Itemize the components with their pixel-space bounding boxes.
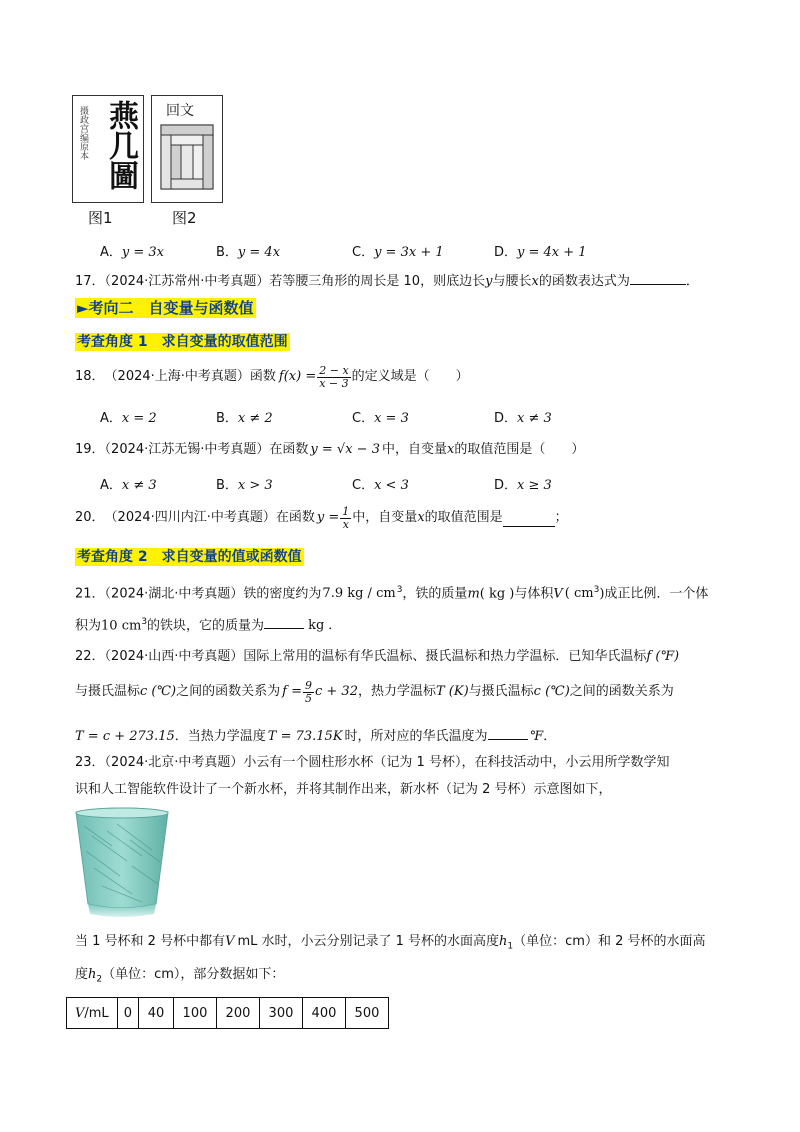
q22-fraction: $\frac{9}{5}$ <box>304 678 312 705</box>
q18-option-c: C．x = 3 <box>352 411 409 426</box>
q21-line-2: 积为10 $cm^3$的铁块，它的质量为 kg ． <box>75 617 342 634</box>
q18-question: 18． （2024·上海·中考真题） 函数 f(x) = $\frac{2 - x}{x - 3}$ 的定义域是（ ） <box>75 363 469 390</box>
q20-answer-blank[interactable] <box>503 510 555 527</box>
q18-option-d: D．x ≠ 3 <box>494 411 552 426</box>
q16-option-d: D．y = 4x + 1 <box>494 245 587 260</box>
q18-option-a: A．x = 2 <box>100 411 157 426</box>
q19-option-b: B．x > 3 <box>216 478 273 493</box>
section-2-title: ►考向二 自变量与函数值 <box>77 299 254 317</box>
figure-2-image <box>151 95 223 203</box>
figure-2-title: 回文 <box>166 103 194 119</box>
q17-answer-blank[interactable] <box>630 271 686 285</box>
figure-2-caption: 图2 <box>172 209 197 227</box>
table-row <box>67 998 389 1029</box>
q19-option-d: D．x ≥ 3 <box>494 478 552 493</box>
q19-option-a: A．x ≠ 3 <box>100 478 157 493</box>
q18-fraction: $\frac{2 - x}{x - 3}$ <box>319 363 349 390</box>
table-cell: 0 <box>117 998 138 1029</box>
figure-1-main-text: 燕几圖 <box>103 100 138 190</box>
q23-line-2: 识和人工智能软件设计了一个新水杯，并将其制作出来，新水杯（记为 2 号杯）示意图如下， <box>75 782 612 797</box>
q22-answer-blank[interactable] <box>488 726 528 740</box>
table-cell: 40 <box>138 998 173 1029</box>
q23-line-1: 23．（2024·北京·中考真题）小云有一个圆柱形水杯（记为 1 号杯），在科技活动中，小云用所学数学知 <box>75 755 670 770</box>
glass-cup-image <box>72 806 172 920</box>
angle-1-title: 考查角度 1 求自变量的取值范围 <box>77 334 288 350</box>
q23-data-table <box>66 997 389 1029</box>
angle-2-title: 考查角度 2 求自变量的值或函数值 <box>77 549 302 565</box>
q19-question: 19．（2024·江苏无锡·中考真题）在函数 y = √x − 3 中，自变量x的取值范围是（ ） <box>75 442 585 457</box>
q16-option-a: A．y = 3x <box>100 245 165 260</box>
table-header-cell: V/mL <box>67 998 118 1029</box>
q19-option-c: C．x < 3 <box>352 478 409 493</box>
figure-1-side-text: 摄政宫编原本 <box>78 106 88 160</box>
q21-answer-blank[interactable] <box>264 615 304 629</box>
figure-1-caption: 图1 <box>88 209 113 227</box>
q23-line-3: 当 1 号杯和 2 号杯中都有V mL 水时，小云分别记录了 1 号杯的水面高度$h_1$（单位：cm）和 2 号杯的水面高 <box>75 934 706 952</box>
q22-line-2: 与摄氏温标 c (℃) 之间的函数关系为 f = $\frac{9}{5}$ c + 32 ，热力学温标 T (K) 与摄氏温标 c (℃) 之间的函数关系为 <box>75 678 674 705</box>
q16-option-b: B．y = 4x <box>216 245 281 260</box>
q21-line-1: 21．（2024·湖北·中考真题）铁的密度约为7.9 kg / $cm^3$，铁的质量m( kg )与体积V ( $cm^3$)成正比例．一个体 <box>75 585 709 602</box>
q22-line-1: 22．（2024·山西·中考真题）国际上常用的温标有华氏温标、摄氏温标和热力学温标．已知华氏温标f (℉) <box>75 649 680 664</box>
table-cell: 100 <box>173 998 216 1029</box>
q16-option-c: C．y = 3x + 1 <box>352 245 444 260</box>
table-cell: 400 <box>302 998 345 1029</box>
table-cell: 500 <box>345 998 388 1029</box>
table-cell: 300 <box>259 998 302 1029</box>
table-cell: 200 <box>216 998 259 1029</box>
figure-1-image <box>72 95 144 203</box>
figure-2-tangram-pattern <box>160 124 214 190</box>
q20-fraction: $\frac{1}{x}$ <box>342 504 350 531</box>
q22-line-3: T = c + 273.15．当热力学温度 T = 73.15K 时，所对应的华氏温度为 ℉． <box>75 726 556 746</box>
q17-question: 17．（2024·江苏常州·中考真题）若等腰三角形的周长是 10，则底边长y与腰长x的函数表达式为 ． <box>75 271 699 291</box>
q23-line-4: 度$h_2$（单位：cm），部分数据如下： <box>75 967 285 985</box>
q20-question: 20． （2024·四川内江·中考真题） 在函数 y = $\frac{1}{x}$ 中，自变量 x 的取值范围是 ； <box>75 504 568 531</box>
q18-option-b: B．x ≠ 2 <box>216 411 273 426</box>
